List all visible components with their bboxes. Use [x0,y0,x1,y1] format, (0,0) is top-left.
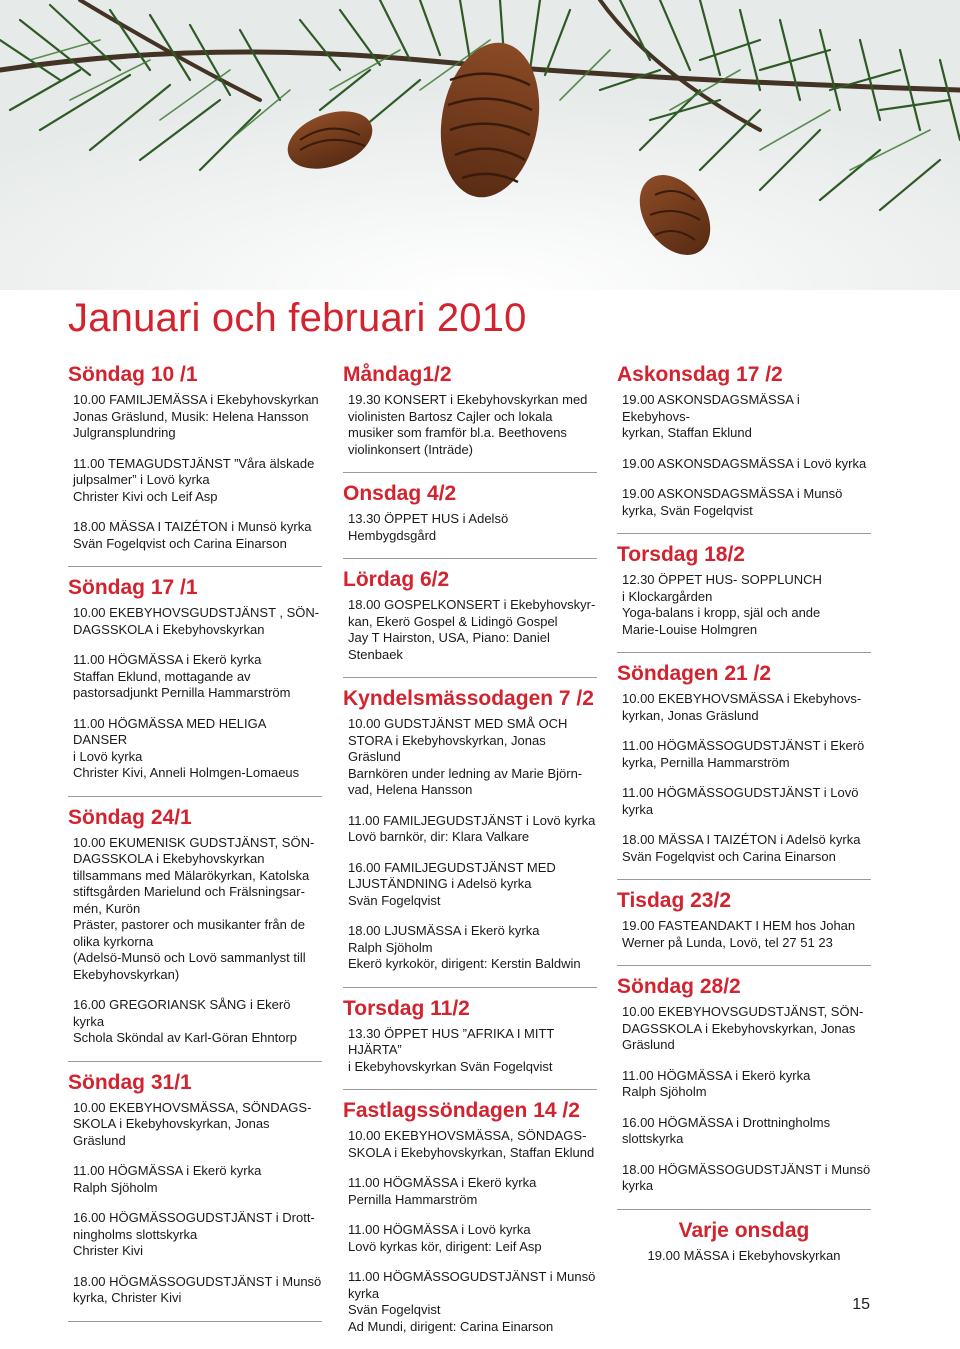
event-entry [622,1115,871,1148]
event-entry [348,813,597,846]
day-section [343,362,597,458]
day-section [343,686,597,973]
event-line: kyrka, Svän Fogelqvist [622,502,753,518]
event-line: Yoga-balans i kropp, själ och ande [622,605,821,620]
event-line: 19.00 FASTEANDAKT I HEM hos Johan [622,918,856,933]
event-line: kyrka [622,1178,654,1193]
day-section [617,888,871,951]
event-line: Ralph Sjöholm [622,1084,707,1099]
event-line: violinisten Bartosz Cajler och lokala [348,408,553,424]
pine-garland-illustration [0,0,960,290]
day-section [343,567,597,663]
event-entry [622,1068,871,1101]
event-line: violinkonsert (Inträde) [348,441,473,457]
event-line: 11.00 HÖGMÄSSA MED HELIGA DANSER [73,715,266,747]
event-line: Christer Kivi [73,1243,144,1258]
day-heading: Söndag 10 /1 [68,363,198,386]
event-line: SKOLA i Ekebyhovskyrkan, Staffan Eklund [348,1144,595,1160]
event-entry [622,785,871,818]
event-line: Svän Fogelqvist [348,892,441,908]
event-line: 10.00 EKUMENISK GUDSTJÄNST, SÖN- [73,834,315,850]
event-line: 11.00 TEMAGUDSTJÄNST ”Våra älskade [73,455,315,471]
day-heading: Söndag 24/1 [68,805,192,829]
event-line: Pernilla Hammarström [348,1191,478,1207]
event-line: (Adelsö-Munsö och Lovö sammanlyst till [73,950,306,965]
event-line: Gräslund [622,1037,675,1052]
section-divider [343,472,597,473]
event-line: tillsammans med Mälarökyrkan, Katolska [73,867,310,883]
event-entry [73,392,322,442]
event-line: 19.00 ASKONSDAGSMÄSSA i Ekebyhovs- [622,392,800,424]
event-line: Jonas Gräslund, Musik: Helena Hansson [73,408,309,424]
day-heading: Söndag 31/1 [68,1070,192,1094]
event-line: i Lovö kyrka [73,748,143,764]
day-heading: Söndag 17 /1 [68,576,198,599]
day-section [617,661,871,865]
event-line: Ekerö kyrkokör, dirigent: Kerstin Baldwin [348,956,581,971]
section-divider [343,677,597,678]
day-heading: Måndag1/2 [343,363,452,386]
event-line: 16.00 HÖGMÄSSOGUDSTJÄNST i Drott- [73,1210,315,1225]
event-entry [622,832,871,865]
day-section [68,575,322,782]
day-section [617,1218,871,1265]
event-line: Svän Fogelqvist och Carina Einarson [622,848,836,864]
section-divider [68,1321,322,1322]
event-line: Schola Sköndal av Karl-Göran Ehntorp [73,1030,298,1045]
event-line: DAGSSKOLA i Ekebyhovskyrkan, Jonas [622,1020,856,1036]
event-line: olika kyrkorna [73,933,154,949]
event-entry [348,392,597,458]
event-line: 18.00 LJUSMÄSSA i Ekerö kyrka [348,923,540,938]
event-entry [73,456,322,506]
event-line: julpsalmer” i Lovö kyrka [73,472,210,487]
day-section [617,542,871,638]
event-line: 18.00 MÄSSA I TAIZÉTON i Adelsö kyrka [622,832,861,847]
day-section [617,362,871,519]
section-divider [617,533,871,534]
day-heading: Fastlagssöndagen 14 /2 [343,1099,580,1122]
header-photo-pine-garland [0,0,960,290]
event-line: STORA i Ekebyhovskyrkan, Jonas Gräslund [348,732,546,764]
event-line: 13.30 ÖPPET HUS ”AFRIKA I MITT HJÄRTA” [348,1025,555,1057]
section-divider [343,1089,597,1090]
event-entry [348,597,597,663]
event-entry [73,652,322,702]
event-entry [73,997,322,1047]
day-section [68,805,322,1047]
event-line: kyrka [348,1285,380,1301]
event-entry [73,835,322,984]
event-line: 11.00 HÖGMÄSSA i Ekerö kyrka [73,1163,262,1178]
event-entry [348,860,597,910]
event-line: Lovö barnkör, dir: Klara Valkare [348,829,530,844]
event-line: stiftsgården Marielund och Frälsningsar- [73,884,305,899]
event-line: Ralph Sjöholm [73,1179,158,1195]
event-entry [622,1162,871,1195]
event-entry [348,923,597,973]
event-entry [348,511,597,544]
event-entry [73,1100,322,1150]
event-line: 11.00 HÖGMÄSSOGUDSTJÄNST i Ekerö [622,738,865,753]
event-line: ningholms slottskyrka [73,1226,198,1242]
event-line: 19.00 ASKONSDAGSMÄSSA i Munsö [622,486,843,501]
page-number: 15 [852,1296,870,1313]
event-entry [622,392,871,442]
event-entry [73,1210,322,1260]
event-line: Werner på Lunda, Lovö, tel 27 51 23 [622,934,833,950]
day-section [68,1070,322,1307]
event-entry [622,738,871,771]
event-line: mén, Kurön [73,900,141,916]
event-line: Präster, pastorer och musikanter från de [73,917,305,932]
event-line: DAGSSKOLA i Ekebyhovskyrkan [73,851,265,866]
event-line: 11.00 HÖGMÄSSA i Ekerö kyrka [622,1067,811,1083]
event-entry [622,918,871,951]
event-line: Svän Fogelqvist [348,1302,441,1317]
section-divider [617,652,871,653]
section-divider [68,1061,322,1062]
day-section [343,481,597,544]
section-divider [343,558,597,559]
day-heading: Torsdag 18/2 [617,543,745,566]
event-line: 18.00 HÖGMÄSSOGUDSTJÄNST i Munsö [73,1273,322,1289]
event-line: Barnkören under ledning av Marie Björn- [348,765,583,781]
event-line: 11.00 HÖGMÄSSA i Ekerö kyrka [348,1175,537,1190]
section-divider [617,1209,871,1210]
day-heading: Varje onsdag [678,1218,810,1242]
event-line: 16.00 HÖGMÄSSA i Drottningholms [622,1114,831,1130]
event-line: 18.00 HÖGMÄSSOGUDSTJÄNST i Munsö [622,1161,871,1177]
event-line: 16.00 FAMILJEGUDSTJÄNST MED [348,859,556,875]
event-line: kyrkan, Jonas Gräslund [622,707,759,723]
event-entry [617,1248,871,1265]
event-line: Julgransplundring [73,425,176,440]
event-entry [73,605,322,638]
day-heading: Kyndelsmässodagen 7 /2 [343,687,594,710]
event-entry [622,486,871,519]
event-line: 13.30 ÖPPET HUS i Adelsö Hembygdsgård [348,511,509,543]
section-divider [343,987,597,988]
event-entry [73,1163,322,1196]
event-line: 10.00 EKEBYHOVSGUDSTJÄNST, SÖN- [622,1004,864,1019]
event-line: SKOLA i Ekebyhovskyrkan, Jonas Gräslund [73,1116,270,1148]
event-entry [348,1026,597,1076]
event-line: 18.00 GOSPELKONSERT i Ekebyhovskyr- [348,597,596,612]
event-line: i Ekebyhovskyrkan Svän Fogelqvist [348,1058,553,1074]
event-entry [622,1004,871,1054]
event-line: 10.00 FAMILJEMÄSSA i Ekebyhovskyrkan [73,392,319,407]
section-divider [617,965,871,966]
event-line: LJUSTÄNDNING i Adelsö kyrka [348,876,532,891]
event-line: musiker som framför bl.a. Beethovens [348,425,567,440]
event-line: Ekebyhovskyrkan) [73,966,180,982]
event-line: Ralph Sjöholm [348,939,433,955]
day-heading: Söndag 28/2 [617,975,741,998]
event-entry [348,1128,597,1161]
event-line: Jay T Hairston, USA, Piano: Daniel Stenbaek [348,630,550,662]
event-line: 11.00 FAMILJEGUDSTJÄNST i Lovö kyrka [348,812,596,828]
event-entry [348,1222,597,1255]
event-line: 10.00 EKEBYHOVSMÄSSA, SÖNDAGS- [73,1099,312,1115]
event-line: Christer Kivi, Anneli Holmgen-Lomaeus [73,765,300,780]
event-line: Ad Mundi, dirigent: Carina Einarson [348,1318,554,1334]
page-title: Januari och februari 2010 [68,296,527,340]
event-line: 10.00 GUDSTJÄNST MED SMÅ OCH [348,716,568,731]
event-line: Svän Fogelqvist och Carina Einarson [73,535,287,551]
event-line: kyrka, Christer Kivi [73,1290,182,1305]
day-heading: Torsdag 11/2 [343,996,470,1020]
event-line: 10.00 EKEBYHOVSGUDSTJÄNST , SÖN- [73,605,320,620]
event-line: 11.00 HÖGMÄSSA i Lovö kyrka [348,1222,531,1237]
event-entry [622,691,871,724]
schedule-column-2 [343,362,597,1349]
event-line: Staffan Eklund, mottagande av [73,668,251,684]
day-heading: Lördag 6/2 [343,568,450,591]
event-line: slottskyrka [622,1131,684,1146]
event-line: Marie-Louise Holmgren [622,621,758,637]
event-entry [622,572,871,638]
day-section [343,1098,597,1335]
event-entry [73,1274,322,1307]
event-entry [73,716,322,782]
day-section [343,996,597,1076]
section-divider [68,566,322,567]
section-divider [617,879,871,880]
event-line: 19.00 ASKONSDAGSMÄSSA i Lovö kyrka [622,455,867,471]
event-entry [348,716,597,799]
event-line: i Klockargården [622,588,713,604]
schedule-column-3 [617,362,871,1278]
event-line: 18.00 MÄSSA I TAIZÉTON i Munsö kyrka [73,519,312,534]
event-line: 19.00 MÄSSA i Ekebyhovskyrkan [647,1247,841,1263]
event-line: 11.00 HÖGMÄSSA i Ekerö kyrka [73,652,262,667]
event-entry [622,456,871,473]
day-heading: Tisdag 23/2 [617,889,732,912]
event-line: 10.00 EKEBYHOVSMÄSSA i Ekebyhovs- [622,691,862,706]
schedule-column-1 [68,362,322,1330]
event-line: kyrka, Pernilla Hammarström [622,754,790,770]
event-line: kyrkan, Staffan Eklund [622,425,752,440]
event-line: Lovö kyrkas kör, dirigent: Leif Asp [348,1238,542,1254]
event-line: 16.00 GREGORIANSK SÅNG i Ekerö kyrka [73,997,291,1029]
event-entry [348,1175,597,1208]
event-line: 11.00 HÖGMÄSSOGUDSTJÄNST i Lovö [622,785,859,800]
event-line: 10.00 EKEBYHOVSMÄSSA, SÖNDAGS- [348,1128,587,1143]
day-heading: Askonsdag 17 /2 [617,363,783,386]
event-line: kyrka [622,801,654,817]
event-line: 19.30 KONSERT i Ekebyhovskyrkan med [348,392,588,407]
event-line: kan, Ekerö Gospel & Lidingö Gospel [348,613,558,629]
day-heading: Onsdag 4/2 [343,482,457,505]
event-line: pastorsadjunkt Pernilla Hammarström [73,685,291,700]
event-entry [73,519,322,552]
event-line: Christer Kivi och Leif Asp [73,488,218,504]
event-line: DAGSSKOLA i Ekebyhovskyrkan [73,621,265,637]
day-section [617,974,871,1195]
section-divider [68,796,322,797]
event-line: 12.30 ÖPPET HUS- SOPPLUNCH [622,572,822,587]
day-heading: Söndagen 21 /2 [617,662,772,685]
event-entry [348,1269,597,1335]
day-section [68,362,322,552]
event-line: 11.00 HÖGMÄSSOGUDSTJÄNST i Munsö [348,1269,596,1284]
event-line: vad, Helena Hansson [348,782,473,797]
